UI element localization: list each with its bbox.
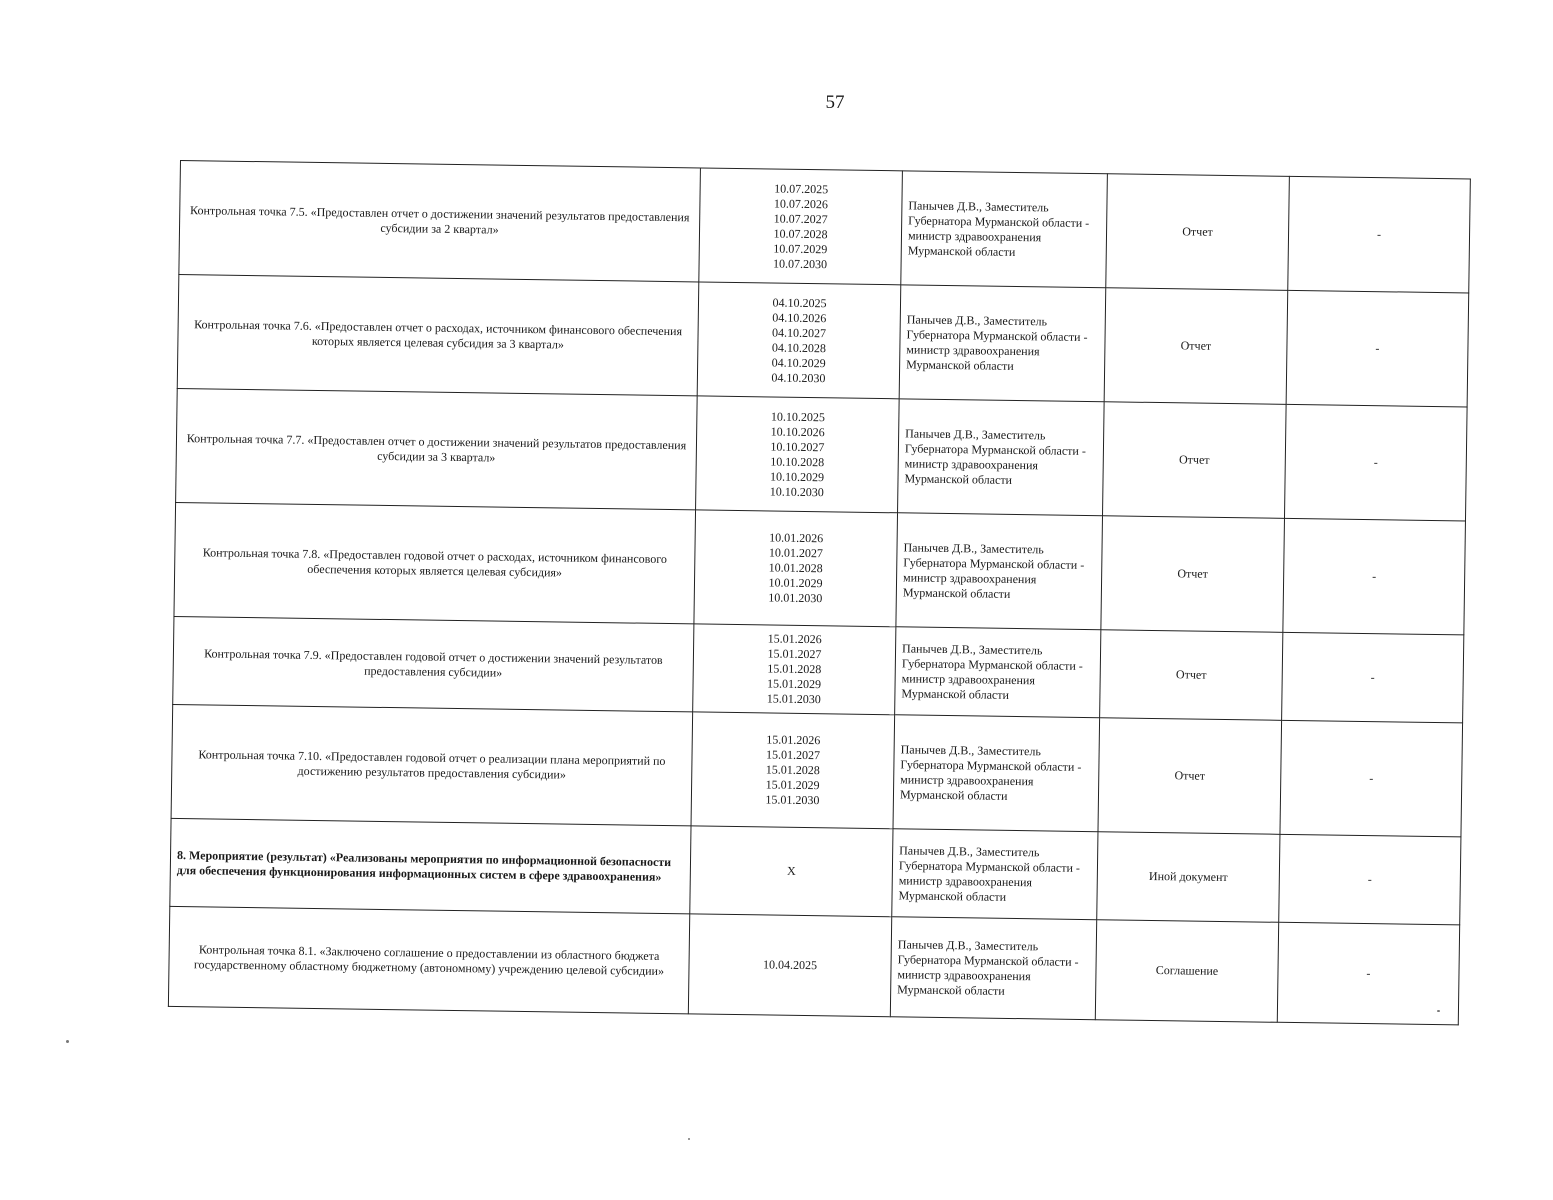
- extra-cell: -: [1280, 720, 1463, 837]
- control-point-name: Контрольная точка 7.6. «Предоставлен отчет о расходах, источником финансового обеспечения которых является целевая субсидия за 3 квартал»: [177, 274, 699, 395]
- control-points-table-wrapper: [168, 160, 1470, 1025]
- control-point-name: Контрольная точка 7.9. «Предоставлен годовой отчет о достижении значений результатов предоставления субсидии»: [173, 616, 694, 711]
- due-date: 04.10.2026: [772, 309, 827, 325]
- scan-speck: [1437, 1010, 1440, 1012]
- due-date: 10.01.2028: [768, 560, 823, 576]
- control-points-table: [168, 160, 1471, 1025]
- extra-cell: -: [1288, 176, 1471, 293]
- responsible-person: Панычев Д.В., Заместитель Губернатора Мурманской области - министр здравоохранения Мурманской области: [890, 917, 1096, 1020]
- due-date: 10.10.2027: [770, 438, 825, 454]
- due-date: 04.10.2028: [771, 339, 826, 355]
- due-date: 15.01.2028: [765, 762, 820, 778]
- due-date: 10.10.2026: [770, 423, 825, 439]
- due-date: 15.01.2026: [766, 732, 821, 748]
- control-point-name: Контрольная точка 7.7. «Предоставлен отчет о достижении значений результатов предоставления субсидии за 3 квартал»: [176, 388, 698, 509]
- due-date: 10.10.2025: [770, 408, 825, 424]
- table-row: [176, 388, 1467, 520]
- due-date: 15.01.2027: [767, 646, 822, 662]
- scan-speck: [66, 1040, 69, 1043]
- due-date: 10.01.2027: [768, 545, 824, 561]
- page-number: 57: [825, 92, 845, 113]
- document-type: Отчет: [1098, 718, 1282, 835]
- due-date: 10.10.2030: [769, 483, 824, 499]
- extra-cell: -: [1284, 404, 1467, 521]
- document-type: Отчет: [1103, 402, 1287, 519]
- due-date: 10.07.2025: [774, 181, 829, 196]
- responsible-person: Панычев Д.В., Заместитель Губернатора Мурманской области - министр здравоохранения Мурманской области: [899, 285, 1106, 402]
- control-point-name: Контрольная точка 7.8. «Предоставлен годовой отчет о расходах, источником финансового обеспечения которых является целевая субсидия»: [174, 502, 696, 623]
- due-date: 10.07.2029: [773, 241, 828, 256]
- due-dates-cell: [699, 168, 903, 285]
- control-point-name: Контрольная точка 7.5. «Предоставлен отчет о достижении значений результатов предоставления субсидии за 2 квартал»: [179, 161, 701, 282]
- due-dates-cell: [693, 624, 896, 715]
- document-type: Отчет: [1101, 516, 1285, 633]
- due-date: 15.01.2029: [766, 676, 822, 692]
- due-dates-cell: [696, 396, 900, 513]
- due-date: 15.01.2026: [767, 631, 822, 647]
- document-type: Отчет: [1100, 630, 1283, 721]
- due-date: 04.10.2029: [771, 354, 826, 370]
- responsible-person: Панычев Д.В., Заместитель Губернатора Мурманской области - министр здравоохранения Мурманской области: [896, 513, 1103, 630]
- due-date: 10.10.2029: [769, 468, 825, 484]
- table-row: [168, 906, 1459, 1024]
- document-type: Соглашение: [1095, 920, 1278, 1023]
- due-dates-cell: [691, 712, 895, 829]
- due-date: 15.01.2027: [765, 747, 821, 763]
- due-date: 10.04.2025: [762, 957, 818, 973]
- due-date: 10.07.2026: [773, 196, 829, 211]
- extra-cell: -: [1279, 834, 1461, 925]
- control-point-name: Контрольная точка 8.1. «Заключено соглашение о предоставлении из областного бюджета государственному областному бюджетному (автономному) учреждению целевой субсидии»: [168, 906, 689, 1013]
- extra-cell: -: [1277, 922, 1459, 1025]
- table-body: [168, 161, 1470, 1025]
- due-date: 10.01.2030: [768, 590, 823, 606]
- table-row: [177, 274, 1468, 406]
- due-date: 10.01.2026: [769, 530, 824, 546]
- due-date: 04.10.2030: [771, 369, 826, 385]
- document-type: Отчет: [1104, 288, 1288, 405]
- responsible-person: Панычев Д.В., Заместитель Губернатора Мурманской области - министр здравоохранения Мурманской области: [893, 715, 1100, 832]
- document-type: Отчет: [1106, 174, 1290, 291]
- table-row: [171, 704, 1462, 836]
- control-point-name: Контрольная точка 7.10. «Предоставлен годовой отчет о реализации плана мероприятий по достижению результатов предоставления субсидии»: [171, 704, 693, 825]
- due-dates-cell: [697, 282, 901, 399]
- control-point-name: 8. Мероприятие (результат) «Реализованы мероприятия по информационной безопасности для обеспечения функционирования информационных систем в сфере здравоохранения»: [170, 818, 691, 913]
- responsible-person: Панычев Д.В., Заместитель Губернатора Мурманской области - министр здравоохранения Мурманской области: [895, 627, 1101, 718]
- due-date: X: [786, 863, 796, 878]
- due-dates-cell: [694, 510, 898, 627]
- due-date: 15.01.2028: [767, 661, 822, 677]
- scan-speck: [688, 1138, 690, 1140]
- due-date: 10.10.2028: [770, 453, 825, 469]
- due-date: 10.07.2030: [772, 255, 828, 271]
- table-row: [174, 502, 1465, 634]
- due-dates-cell: [688, 914, 891, 1017]
- responsible-person: Панычев Д.В., Заместитель Губернатора Мурманской области - министр здравоохранения Мурманской области: [892, 829, 1098, 920]
- responsible-person: Панычев Д.В., Заместитель Губернатора Мурманской области - министр здравоохранения Мурманской области: [898, 399, 1105, 516]
- due-date: 04.10.2027: [771, 324, 827, 340]
- due-dates-cell: [690, 826, 893, 917]
- extra-cell: -: [1283, 518, 1466, 635]
- table-row: [179, 161, 1470, 293]
- due-date: 15.01.2030: [766, 691, 821, 707]
- extra-cell: -: [1286, 290, 1469, 407]
- due-date: 04.10.2025: [772, 294, 827, 310]
- due-date: 10.01.2029: [768, 575, 823, 591]
- document-type: Иной документ: [1097, 832, 1280, 923]
- due-date: 10.07.2028: [773, 226, 828, 241]
- due-date: 15.01.2029: [765, 777, 820, 793]
- extra-cell: -: [1282, 632, 1464, 723]
- due-date: 15.01.2030: [765, 792, 820, 808]
- due-date: 10.07.2027: [773, 211, 828, 226]
- responsible-person: Панычев Д.В., Заместитель Губернатора Мурманской области - министр здравоохранения Мурманской области: [901, 171, 1108, 288]
